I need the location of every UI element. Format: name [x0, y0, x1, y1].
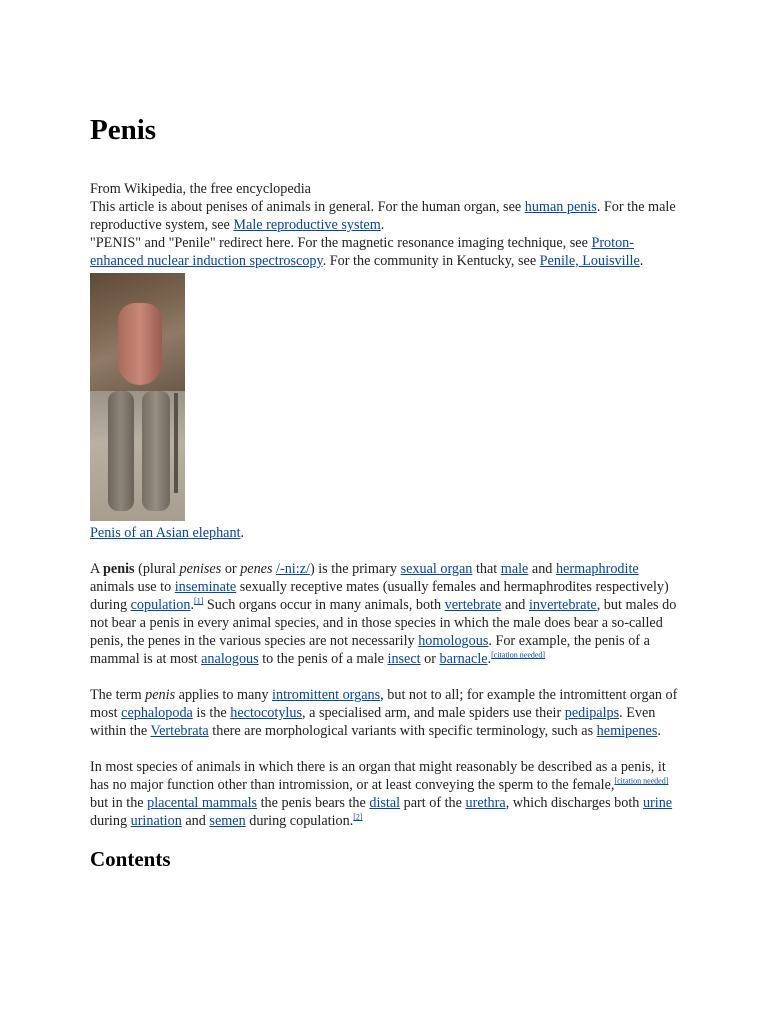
paragraph-terminology — [90, 686, 680, 740]
hatnote-text: . For the community in Kentucky, see — [322, 253, 540, 269]
text: The term — [90, 687, 146, 703]
text: sexually receptive mates (usually females and hermaphrodites respectively) during — [90, 579, 669, 613]
tagline: From Wikipedia, the free encyclopedia — [90, 181, 311, 197]
text: or — [420, 651, 440, 667]
text: , but not to all; for example the intromittent organ of most — [90, 687, 678, 721]
article-content — [90, 112, 680, 872]
link-human-penis[interactable]: human penis — [524, 199, 597, 215]
text: A — [90, 561, 104, 577]
link-hectocotylus[interactable]: hectocotylus — [230, 705, 302, 721]
text: (plural — [134, 561, 180, 577]
hatnote-text: "PENIS" and "Penile" redirect here. For the magnetic resonance imaging technique, see — [90, 235, 592, 251]
link-male[interactable]: male — [500, 561, 529, 577]
text: during copulation. — [245, 813, 354, 829]
text: there are morphological variants with specific terminology, such as — [208, 723, 597, 739]
italic-term: penises — [179, 561, 222, 577]
image-leg-right — [142, 391, 170, 511]
reference-1[interactable]: [1] — [194, 596, 204, 606]
text: part of the — [400, 795, 466, 811]
link-hemipenes[interactable]: hemipenes — [596, 723, 658, 739]
text: is the — [192, 705, 231, 721]
hatnote-about — [90, 198, 680, 234]
text: or — [221, 561, 241, 577]
text: , but males do not bear a penis in every animal species, and in those species in which the male does bear a so-called penis, the penes in the various species are not necessarily — [90, 597, 677, 649]
link-copulation[interactable]: copulation — [130, 597, 191, 613]
link-penile-louisville[interactable]: Penile, Louisville — [539, 253, 640, 269]
link-barnacle[interactable]: barnacle — [439, 651, 488, 667]
contents-heading: Contents — [90, 847, 171, 871]
figure-caption — [90, 524, 680, 542]
image-organ-shape — [118, 303, 162, 385]
link-urethra[interactable]: urethra — [465, 795, 506, 811]
hatnote-text: . For the male reproductive system, see — [90, 199, 676, 233]
reference-2[interactable]: [2] — [353, 812, 363, 822]
text: . For example, the penis of a mammal is at most — [90, 633, 650, 667]
text: to the penis of a male — [258, 651, 388, 667]
link-urine[interactable]: urine — [642, 795, 673, 811]
link-homologous[interactable]: homologous — [418, 633, 489, 649]
text: the penis bears the — [257, 795, 370, 811]
link-caption-elephant[interactable]: Penis of an Asian elephant — [90, 525, 241, 541]
text: . Even within the — [90, 705, 656, 739]
link-invertebrate[interactable]: invertebrate — [528, 597, 597, 613]
link-urination[interactable]: urination — [130, 813, 182, 829]
text: and — [501, 597, 529, 613]
image-tail — [174, 393, 178, 493]
elephant-image[interactable] — [90, 273, 185, 521]
page-title: Penis — [90, 114, 157, 146]
text: . — [487, 651, 492, 667]
link-sexual-organ[interactable]: sexual organ — [400, 561, 473, 577]
link-cephalopoda[interactable]: cephalopoda — [121, 705, 193, 721]
paragraph-intro — [90, 560, 680, 668]
hatnote-text: . — [380, 217, 385, 233]
italic-term: penes — [240, 561, 273, 577]
link-placental-mammals[interactable]: placental mammals — [147, 795, 258, 811]
italic-term: penis — [145, 687, 176, 703]
link-analogous[interactable]: analogous — [201, 651, 259, 667]
text: that — [472, 561, 501, 577]
link-vertebrate[interactable]: vertebrate — [444, 597, 502, 613]
bold-term: penis — [103, 561, 135, 577]
text: during — [90, 813, 131, 829]
text: , which discharges both — [505, 795, 643, 811]
hatnote-text: This article is about penises of animals in general. For the human organ, see — [90, 199, 525, 215]
text: . — [657, 723, 661, 739]
image-lower-part — [90, 391, 185, 521]
image-leg-left — [108, 391, 134, 511]
text: and — [181, 813, 210, 829]
paragraph-function — [90, 758, 680, 830]
link-insect[interactable]: insect — [387, 651, 421, 667]
link-semen[interactable]: semen — [209, 813, 246, 829]
text: applies to many — [175, 687, 273, 703]
link-male-reproductive-system[interactable]: Male reproductive system — [233, 217, 381, 233]
citation-needed[interactable]: [citation needed] — [491, 650, 546, 660]
caption-text: . — [240, 525, 245, 541]
text: Such organs occur in many animals, both — [203, 597, 445, 613]
citation-needed[interactable]: [citation needed] — [614, 776, 669, 786]
text: , a specialised arm, and male spiders use their — [302, 705, 565, 721]
text: but in the — [90, 795, 148, 811]
link-proton-nmr[interactable]: Proton-enhanced nuclear induction spectroscopy — [90, 235, 634, 269]
text: and — [528, 561, 556, 577]
link-intromittent-organs[interactable]: intromittent organs — [272, 687, 381, 703]
link-vertebrata[interactable]: Vertebrata — [150, 723, 209, 739]
text: animals use to — [90, 579, 175, 595]
link-distal[interactable]: distal — [369, 795, 401, 811]
hatnote-text: . — [639, 253, 644, 269]
link-inseminate[interactable]: inseminate — [174, 579, 237, 595]
link-hermaphrodite[interactable]: hermaphrodite — [555, 561, 639, 577]
text: In most species of animals in which there is an organ that might reasonably be described as a penis, it has no major function other than intromission, or at least conveying the sperm to the female, — [90, 759, 666, 793]
link-pedipalps[interactable]: pedipalps — [564, 705, 620, 721]
link-ipa[interactable]: /-ni:z/ — [276, 561, 310, 577]
text: ) is the primary — [309, 561, 401, 577]
hatnote-redirect — [90, 234, 680, 270]
text: . — [190, 597, 195, 613]
